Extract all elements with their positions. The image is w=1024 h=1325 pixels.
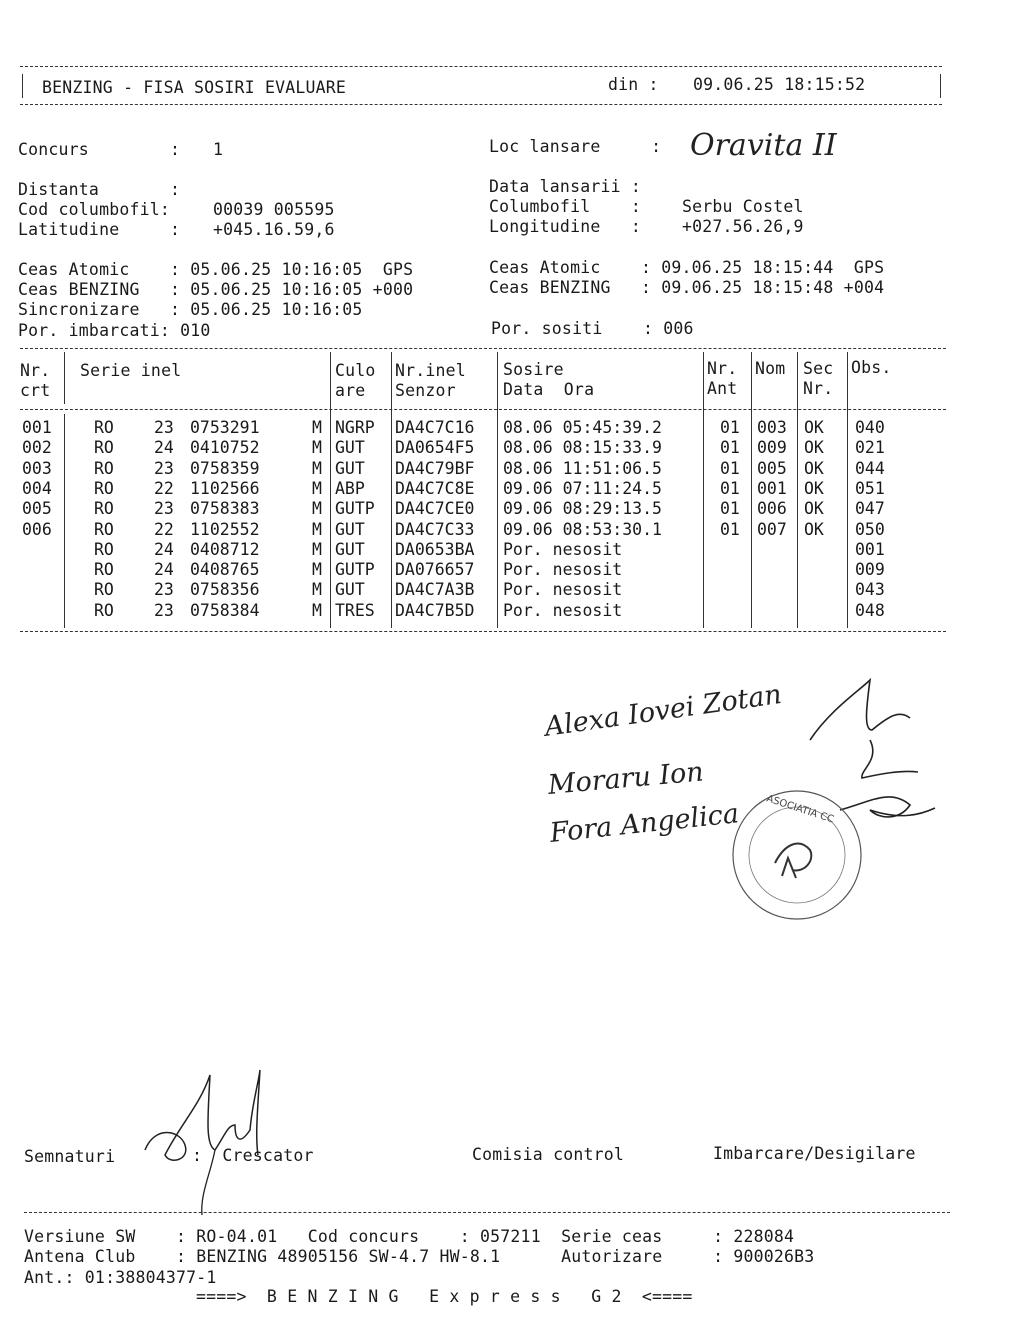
table-row — [0, 499, 1000, 519]
row-ring: 0408712 — [190, 539, 260, 559]
col-header-nom: Nom — [755, 359, 786, 378]
row-sec: OK — [804, 438, 824, 458]
row-arrival: 09.06 08:29:13.5 — [503, 499, 662, 519]
row-ring: 1102566 — [190, 478, 260, 498]
row-sex: M — [312, 580, 322, 600]
row-obs: 009 — [855, 560, 885, 580]
row-country: RO — [94, 560, 114, 580]
porumbei-sositi: Por. sositi : 006 — [491, 319, 694, 338]
row-nom: 007 — [757, 519, 787, 539]
col-header-dataora: Data Ora — [503, 380, 595, 399]
header-right-border — [940, 74, 941, 98]
row-antenna: 01 — [720, 478, 740, 498]
table-bottom-border — [20, 631, 946, 632]
row-country: RO — [94, 418, 114, 437]
footer-brand: ====> B E N Z I N G E x p r e s s G 2 <==== — [196, 1287, 693, 1306]
row-country: RO — [94, 478, 114, 498]
row-sec: OK — [804, 458, 824, 478]
latitudine-label: Latitudine : — [18, 220, 181, 239]
row-color: ABP — [335, 478, 365, 498]
row-obs: 051 — [855, 478, 885, 498]
row-year: 23 — [154, 580, 174, 600]
row-sec: OK — [804, 499, 824, 519]
table-header-border — [20, 409, 946, 410]
row-antenna: 01 — [720, 438, 740, 458]
table-top-border — [20, 348, 946, 349]
row-arrival: 08.06 05:45:39.2 — [503, 418, 662, 437]
row-year: 22 — [154, 519, 174, 539]
row-antenna: 01 — [720, 499, 740, 519]
footer-line-3: Ant.: 01:38804377-1 — [24, 1268, 217, 1287]
row-arrival: Por. nesosit — [503, 560, 623, 580]
sincronizare: Sincronizare : 05.06.25 10:16:05 — [18, 300, 363, 319]
row-sensor: DA076657 — [395, 560, 475, 580]
row-country: RO — [94, 438, 114, 458]
row-sex: M — [312, 478, 322, 498]
row-year: 23 — [154, 499, 174, 519]
ceas-benzing-end: Ceas BENZING : 09.06.25 18:15:48 +004 — [489, 278, 885, 297]
row-color: GUTP — [335, 499, 375, 519]
row-sex: M — [312, 458, 322, 478]
row-obs: 021 — [855, 438, 885, 458]
row-crt: 004 — [22, 478, 52, 498]
header-top-border — [20, 66, 942, 67]
handwritten-name-1: Alexa Iovei Zotan — [542, 678, 784, 743]
row-antenna: 01 — [720, 519, 740, 539]
row-ring: 0758359 — [190, 458, 260, 478]
row-year: 24 — [154, 560, 174, 580]
row-sensor: DA4C7CE0 — [395, 499, 475, 519]
row-year: 23 — [154, 418, 174, 437]
din-label: din : — [608, 75, 659, 94]
row-sex: M — [312, 560, 322, 580]
row-sensor: DA4C79BF — [395, 458, 475, 478]
row-year: 24 — [154, 438, 174, 458]
comisia-label: Comisia control — [472, 1145, 625, 1164]
row-nom: 001 — [757, 478, 787, 498]
ceas-atomic-start: Ceas Atomic : 05.06.25 10:16:05 GPS — [18, 260, 414, 279]
ceas-atomic-end: Ceas Atomic : 09.06.25 18:15:44 GPS — [489, 258, 885, 277]
row-crt: 005 — [22, 499, 52, 519]
row-sex: M — [312, 600, 322, 620]
row-color: TRES — [335, 600, 375, 620]
longitudine-label: Longitudine : — [489, 217, 642, 236]
row-color: GUT — [335, 539, 365, 559]
row-arrival: 08.06 11:51:06.5 — [503, 458, 662, 478]
row-ring: 0758384 — [190, 600, 260, 620]
col-header-nr: Nr. — [20, 361, 51, 380]
row-color: GUT — [335, 438, 365, 458]
row-arrival: 08.06 08:15:33.9 — [503, 438, 662, 458]
row-sex: M — [312, 438, 322, 458]
header-bottom-border — [20, 104, 942, 105]
footer-line-2: Antena Club : BENZING 48905156 SW-4.7 HW-8.1 Autorizare : 900026B3 — [24, 1247, 815, 1266]
table-row — [0, 479, 1000, 499]
col-header-sosire: Sosire — [503, 360, 564, 379]
latitudine-value: +045.16.59,6 — [213, 220, 335, 239]
row-color: GUT — [335, 458, 365, 478]
col-header-nrant-2: Ant — [707, 379, 738, 398]
row-year: 23 — [154, 458, 174, 478]
row-color: GUT — [335, 580, 365, 600]
row-obs: 043 — [855, 580, 885, 600]
row-color: GUT — [335, 519, 365, 539]
data-lansarii-label: Data lansarii : — [489, 177, 642, 196]
concurs-value: 1 — [213, 140, 224, 159]
longitudine-value: +027.56.26,9 — [682, 217, 804, 236]
row-sex: M — [312, 499, 322, 519]
row-sensor: DA0654F5 — [395, 438, 475, 458]
table-row — [0, 418, 1000, 438]
footer-line-1: Versiune SW : RO-04.01 Cod concurs : 057211 Serie ceas : 228084 — [24, 1227, 795, 1246]
row-year: 23 — [154, 600, 174, 620]
row-country: RO — [94, 499, 114, 519]
row-country: RO — [94, 539, 114, 559]
row-country: RO — [94, 580, 114, 600]
row-sensor: DA4C7C8E — [395, 478, 475, 498]
table-row — [0, 520, 1000, 540]
row-nom: 005 — [757, 458, 787, 478]
col-header-nrinel: Nr.inel — [395, 361, 466, 380]
row-nom: 009 — [757, 438, 787, 458]
table-row — [0, 560, 1000, 580]
col-header-sec-2: Nr. — [803, 379, 834, 398]
row-sensor: DA4C7B5D — [395, 600, 475, 620]
row-crt: 001 — [22, 418, 52, 437]
report-datetime: 09.06.25 18:15:52 — [693, 75, 866, 94]
concurs-label: Concurs : — [18, 140, 181, 159]
col-header-sec-1: Sec — [803, 359, 834, 378]
table-row — [0, 601, 1000, 621]
row-country: RO — [94, 600, 114, 620]
semnaturi-label: Semnaturi — [24, 1147, 116, 1166]
col-header-serie: Serie inel — [80, 361, 182, 380]
row-country: RO — [94, 458, 114, 478]
row-arrival: Por. nesosit — [503, 539, 623, 559]
columbofil-value: Serbu Costel — [682, 197, 804, 216]
distanta-label: Distanta : — [18, 180, 181, 199]
row-ring: 0758383 — [190, 499, 260, 519]
imbarcare-label: Imbarcare/Desigilare — [713, 1144, 916, 1163]
col-header-obs: Obs. — [851, 358, 892, 377]
stamp-text: ASOCIATIA CC — [765, 793, 836, 826]
row-sensor: DA4C7C16 — [395, 418, 475, 437]
crescator-label: : Crescator — [192, 1146, 314, 1165]
handwritten-name-2: Moraru Ion — [546, 756, 705, 801]
row-ring: 0410752 — [190, 438, 260, 458]
row-year: 22 — [154, 478, 174, 498]
row-arrival: 09.06 07:11:24.5 — [503, 478, 662, 498]
row-obs: 047 — [855, 499, 885, 519]
row-crt: 002 — [22, 438, 52, 458]
row-sex: M — [312, 519, 322, 539]
col-sep — [64, 352, 65, 404]
row-nom: 003 — [757, 418, 787, 437]
footer-divider — [24, 1212, 950, 1213]
col-header-are: are — [335, 381, 366, 400]
row-arrival: 09.06 08:53:30.1 — [503, 519, 662, 539]
loc-lansare-label: Loc lansare : — [489, 137, 662, 156]
porumbei-imbarcati: Por. imbarcati: 010 — [18, 321, 211, 340]
col-header-nrant-1: Nr. — [707, 359, 738, 378]
row-crt: 003 — [22, 458, 52, 478]
row-ring: 0758356 — [190, 580, 260, 600]
row-ring: 0408765 — [190, 560, 260, 580]
col-header-senzor: Senzor — [395, 381, 456, 400]
row-country: RO — [94, 519, 114, 539]
row-obs: 048 — [855, 600, 885, 620]
row-sensor: DA4C7A3B — [395, 580, 475, 600]
row-antenna: 01 — [720, 418, 740, 437]
table-row — [0, 580, 1000, 600]
report-title: BENZING - FISA SOSIRI EVALUARE — [42, 78, 347, 97]
row-obs: 044 — [855, 458, 885, 478]
row-sex: M — [312, 539, 322, 559]
row-sex: M — [312, 418, 322, 437]
columbofil-label: Columbofil : — [489, 197, 642, 216]
row-sensor: DA0653BA — [395, 539, 475, 559]
table-row — [0, 540, 1000, 560]
table-row — [0, 459, 1000, 479]
row-obs: 040 — [855, 418, 885, 437]
row-ring: 0753291 — [190, 418, 260, 437]
cod-columbofil-value: 00039 005595 — [213, 200, 335, 219]
row-obs: 001 — [855, 539, 885, 559]
col-header-crt: crt — [20, 381, 51, 400]
col-header-culo: Culo — [335, 361, 376, 380]
row-obs: 050 — [855, 519, 885, 539]
row-sensor: DA4C7C33 — [395, 519, 475, 539]
row-antenna: 01 — [720, 458, 740, 478]
row-crt: 006 — [22, 519, 52, 539]
cod-columbofil-label: Cod columbofil: — [18, 200, 171, 219]
row-sec: OK — [804, 418, 824, 437]
row-color: GUTP — [335, 560, 375, 580]
association-stamp — [730, 788, 864, 922]
row-sec: OK — [804, 519, 824, 539]
header-left-border — [22, 74, 23, 98]
row-year: 24 — [154, 539, 174, 559]
row-arrival: Por. nesosit — [503, 600, 623, 620]
crescator-signature — [140, 1065, 280, 1215]
row-arrival: Por. nesosit — [503, 580, 623, 600]
ceas-benzing-start: Ceas BENZING : 05.06.25 10:16:05 +000 — [18, 280, 414, 299]
row-color: NGRP — [335, 418, 375, 437]
row-sec: OK — [804, 478, 824, 498]
table-row — [0, 438, 1000, 458]
row-nom: 006 — [757, 499, 787, 519]
row-ring: 1102552 — [190, 519, 260, 539]
loc-lansare-handwritten: Oravita II — [690, 128, 837, 163]
handwritten-name-3: Fora Angelica — [548, 798, 741, 849]
